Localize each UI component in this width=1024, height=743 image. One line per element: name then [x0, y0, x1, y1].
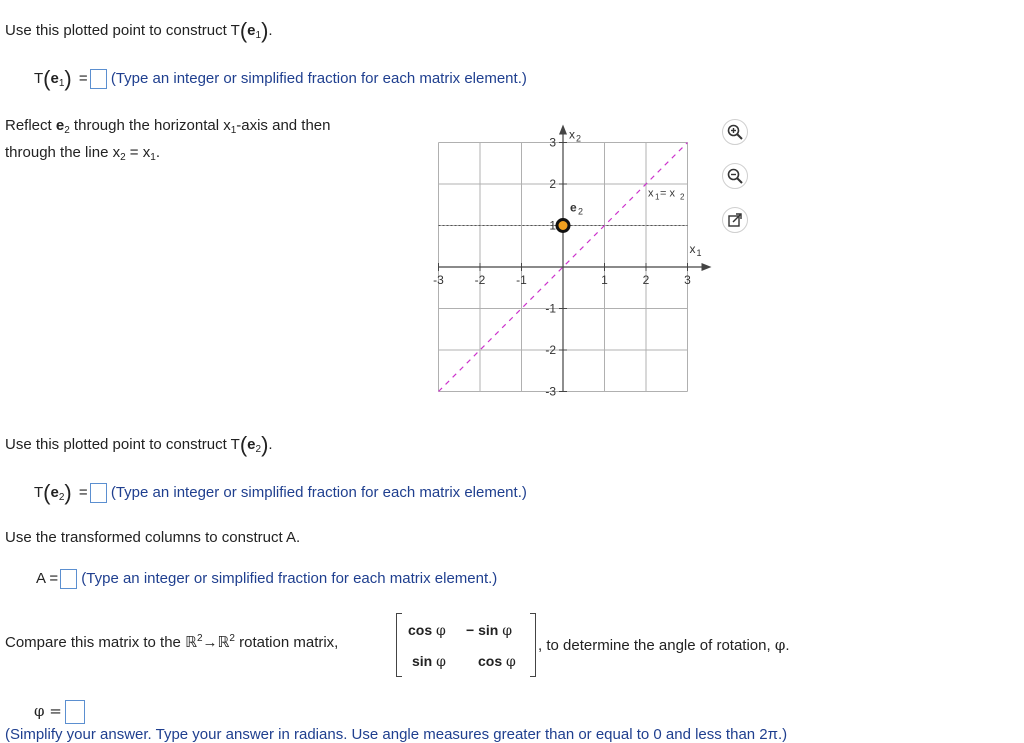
y-axis-arrow [559, 125, 567, 135]
step3-answer-row: A = (Type an integer or simplified fraction for each matrix element.) [36, 569, 497, 589]
point-e2 [557, 220, 569, 232]
answer-note: (Simplify your answer. Type your answer in radians. Use angle measures greater than or equal to 0 and less than 2π.) [5, 726, 788, 743]
zoom-out-icon [727, 168, 743, 184]
x-tick-label: 1 [601, 273, 608, 287]
step1-answer-input[interactable] [90, 69, 107, 89]
reflect-line2: through the line $x_2 = x_1$. [5, 144, 160, 163]
step1-hint: (Type an integer or simplified fraction for each matrix element.) [110, 70, 527, 87]
step1-answer-row: $T(e_1)$ = (Type an integer or simplified fraction for each matrix element.) [34, 66, 527, 91]
coordinate-graph [425, 115, 725, 400]
diagonal-label-index-2: 2 [680, 192, 685, 202]
matrix-cell-21: sin φ [412, 653, 446, 670]
compare-text: Compare this matrix to the ℝ$^2$→ℝ$^2$ rotation matrix, [5, 633, 339, 651]
y-tick-label: -2 [545, 343, 556, 357]
point-label: e [570, 200, 577, 215]
diagonal-label-eq: = x [660, 187, 675, 200]
zoom-in-icon [727, 124, 743, 140]
pop-out-icon [728, 213, 742, 227]
phi-answer-input[interactable] [65, 700, 85, 724]
step3-instruction: Use the transformed columns to construct A. [5, 529, 301, 546]
step1-instruction: Use this plotted point to construct $T(e_1)$. [5, 18, 273, 43]
diagonal-label: x [648, 187, 654, 200]
reflect-line1: Reflect $e_2$ through the horizontal $x_1$-axis and then [5, 117, 331, 136]
step3-hint: (Type an integer or simplified fraction for each matrix element.) [81, 569, 498, 587]
phi-answer-row: φ = [34, 700, 85, 724]
step2-answer-input[interactable] [90, 483, 107, 503]
compare-after: , to determine the angle of rotation, φ. [538, 636, 790, 654]
matrix-right-bracket [530, 613, 536, 677]
x-axis-label-index: 1 [696, 248, 702, 258]
step2-answer-row: $T(e_2)$ = (Type an integer or simplified fraction for each matrix element.) [34, 480, 527, 505]
x-tick-label: -3 [433, 273, 444, 287]
matrix-a-input[interactable] [60, 569, 77, 589]
y-axis-label-index: 2 [576, 133, 582, 144]
x-tick-label: -2 [474, 273, 486, 287]
zoom-in-button[interactable] [722, 119, 748, 145]
y-tick-label: -1 [545, 301, 556, 316]
step2-hint: (Type an integer or simplified fraction for each matrix element.) [110, 484, 527, 501]
zoom-out-button[interactable] [722, 163, 748, 189]
point-label-index: 2 [578, 206, 584, 217]
step2-instruction: Use this plotted point to construct $T(e_2)$. [5, 432, 273, 457]
x-axis-arrow [702, 263, 712, 271]
y-tick-label: 2 [549, 177, 556, 191]
x-tick-label: -1 [516, 273, 527, 287]
matrix-cell-11: cos φ [408, 622, 446, 639]
matrix-cell-12: − sin φ [466, 622, 513, 639]
x-tick-label: 3 [684, 273, 691, 287]
diagonal-label-index-1: 1 [655, 192, 660, 202]
rotation-matrix [396, 613, 536, 677]
y-tick-label: 1 [549, 218, 556, 233]
pop-out-button[interactable] [722, 207, 748, 233]
y-tick-label: 3 [549, 135, 556, 150]
x-axis-label: x [689, 242, 696, 256]
matrix-cell-22: cos φ [478, 653, 516, 670]
y-tick-label: -3 [545, 384, 556, 399]
y-axis-label: x [569, 127, 575, 142]
matrix-left-bracket [396, 613, 402, 677]
x-tick-label: 2 [642, 273, 650, 287]
